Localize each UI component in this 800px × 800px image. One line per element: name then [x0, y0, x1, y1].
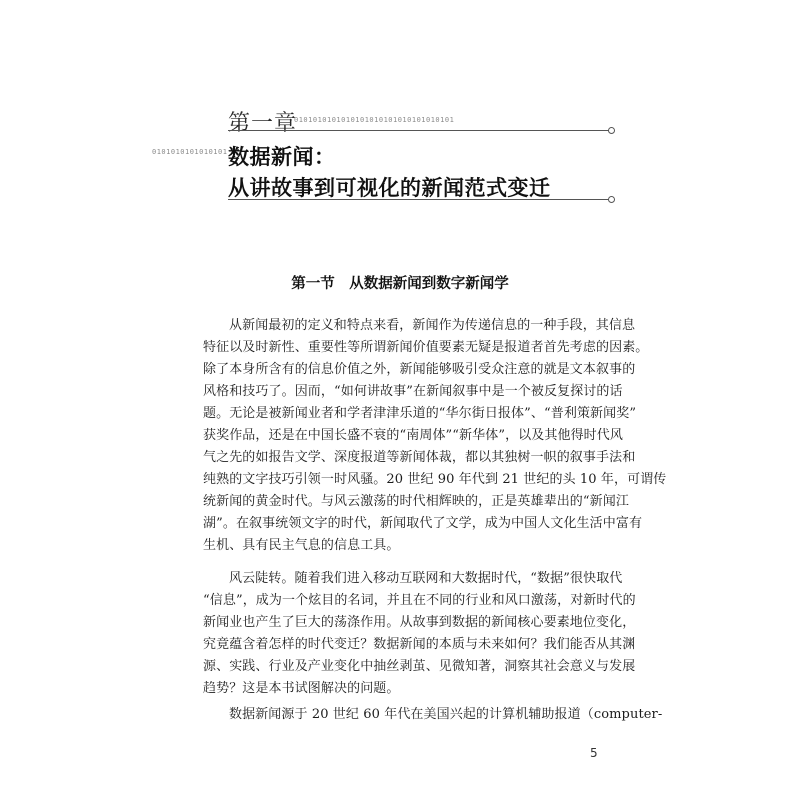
text-line: 趋势？这是本书试图解决的问题。 — [203, 681, 400, 696]
paragraph-2 — [203, 568, 636, 700]
chapter-rule-top-end-icon — [608, 127, 615, 134]
text-line: 纯熟的文字技巧引领一时风骚。20 世纪 90 年代到 21 世纪的头 10 年，可谓传 — [203, 472, 667, 487]
text-line: 湖”。在叙事统领文字的时代，新闻取代了文学，成为中国人文化生活中富有 — [203, 516, 643, 531]
text-line: 风云陡转。随着我们进入移动互联网和大数据时代，“数据”很快取代 — [229, 571, 623, 586]
paragraph-1 — [203, 315, 667, 557]
text-line: 气之先的如报告文学、深度报道等新闻体裁，都以其独树一帜的叙事手法和 — [203, 450, 636, 465]
chapter-rule-bottom-end-icon — [608, 196, 615, 203]
text-line: 特征以及时新性、重要性等所谓新闻价值要素无疑是报道者首先考虑的因素。 — [203, 340, 649, 355]
text-line: 获奖作品，还是在中国长盛不衰的“南周体”“新华体”，以及其他得时代风 — [203, 428, 623, 443]
chapter-title-line-1: 数据新闻： — [228, 145, 336, 169]
paragraph-3 — [203, 704, 663, 726]
text-line: 数据新闻源于 20 世纪 60 年代在美国兴起的计算机辅助报道（computer- — [229, 707, 663, 722]
text-line: 风格和技巧了。因而，“如何讲故事”在新闻叙事中是一个被反复探讨的话 — [203, 384, 623, 399]
text-line: 生机、具有民主气息的信息工具。 — [203, 538, 400, 553]
text-line: 统新闻的黄金时代。与风云激荡的时代相辉映的，正是英雄辈出的“新闻江 — [203, 494, 629, 509]
text-line: 题。无论是被新闻业者和学者津津乐道的“华尔街日报体”、“普利策新闻奖” — [203, 406, 637, 421]
chapter-rule-top — [228, 130, 610, 131]
text-line: 从新闻最初的定义和特点来看，新闻作为传递信息的一种手段，其信息 — [229, 318, 636, 333]
binary-decoration-top: 0101010101010101010101010101010101 — [294, 116, 455, 124]
text-line: 究竟蕴含着怎样的时代变迁？数据新闻的本质与未来如何？我们能否从其渊 — [203, 637, 636, 652]
text-line: 新闻业也产生了巨大的荡涤作用。从故事到数据的新闻核心要素地位变化， — [203, 615, 636, 630]
text-line: “信息”，成为一个炫目的名词，并且在不同的行业和风口激荡，对新时代的 — [203, 593, 636, 608]
chapter-title-line-2: 从讲故事到可视化的新闻范式变迁 — [228, 176, 551, 200]
binary-decoration-left: 0101010101010101 — [152, 148, 228, 156]
chapter-rule-bottom — [228, 199, 610, 200]
text-line: 除了本身所含有的信息价值之外，新闻能够吸引受众注意的就是文本叙事的 — [203, 362, 636, 377]
text-line: 源、实践、行业及产业变化中抽丝剥茧、见微知著，洞察其社会意义与发展 — [203, 659, 636, 674]
section-title: 第一节 从数据新闻到数字新闻学 — [291, 275, 509, 292]
page-number: 5 — [590, 746, 598, 760]
chapter-label: 第一章 — [228, 111, 298, 136]
